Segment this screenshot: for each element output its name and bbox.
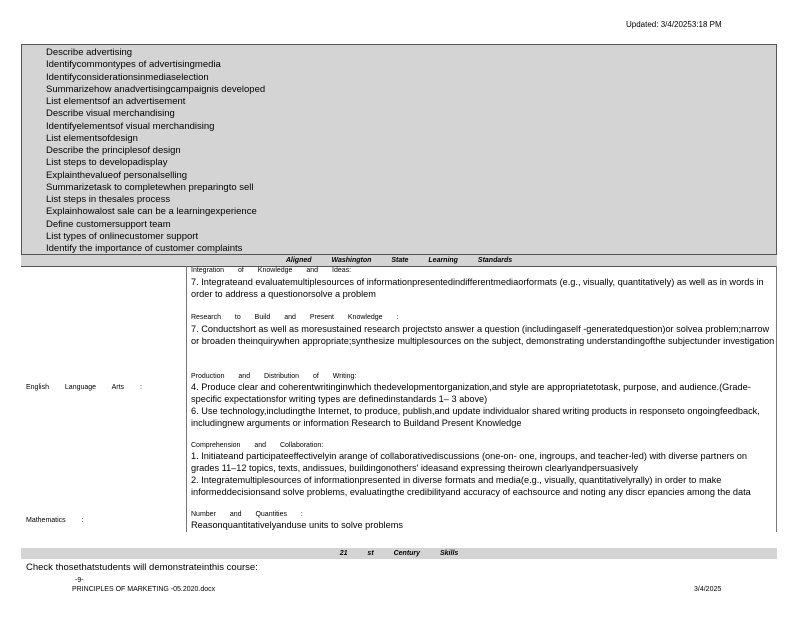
objective-item — [28, 170, 265, 182]
objective-text: Explainhowalost sale can be a learningexperience — [46, 206, 257, 218]
footer-page-number: -9- — [75, 577, 84, 584]
objective-text: List types of onlinecustomer support — [46, 230, 199, 242]
bullet-icon — [28, 170, 46, 182]
bullet-icon — [28, 59, 46, 71]
objective-item — [28, 231, 265, 243]
production-heading: Production and Distribution of Writing: — [191, 373, 357, 380]
comprehension-text-1: 1. Initiateand participateeffectivelyin arange of collaborativediscussions (one-on- one, ingroups, and teacher-led) with diverse partners on grades 11–12 topics, texts, andissues, buildingonothers' ideasand expressing theirown clearlyandpersuasively — [191, 451, 747, 473]
objective-item — [28, 206, 265, 218]
objective-item — [28, 59, 265, 71]
bullet-icon — [28, 133, 46, 145]
bullet-icon — [28, 84, 46, 96]
objectives-box — [21, 44, 777, 255]
objective-text: Summarizehow anadvertisingcampaignis developed — [46, 83, 266, 95]
objective-item — [28, 182, 265, 194]
objective-item — [28, 194, 265, 206]
objective-text: Identifyelementsof visual merchandising — [46, 120, 215, 132]
bullet-icon — [28, 96, 46, 108]
research-heading: Research to Build and Present Knowledge : — [191, 314, 399, 321]
subject-math-label: Mathematics : — [26, 517, 84, 524]
objective-text: Define customersupport team — [46, 218, 171, 230]
bullet-icon — [28, 243, 46, 255]
objective-text: Describe advertising — [46, 47, 133, 58]
objective-item — [28, 108, 265, 120]
comprehension-heading: Comprehension and Collaboration: — [191, 442, 324, 449]
objective-item — [28, 96, 265, 108]
objective-text: Identify the importance of customer complaints — [46, 243, 243, 254]
objective-text: List elementsof an advertisement — [46, 96, 186, 107]
objective-item — [28, 157, 265, 169]
footer-date: 3/4/2025 — [694, 586, 722, 593]
objective-text: Explainthevalueof personalselling — [46, 169, 188, 181]
objective-text: List steps in thesales process — [46, 194, 171, 205]
production-text-4: 4. Produce clear and coherentwritinginwhich thedevelopmentorganization,and style are appropriatetotask, purpose, and audience.(Grade-specific expectationsfor writing types are definedinstandards 1– 3 above) — [191, 382, 751, 404]
bullet-icon — [28, 108, 46, 120]
bullet-icon — [28, 194, 46, 206]
standards-column — [186, 266, 777, 532]
bullet-icon — [28, 206, 46, 218]
bullet-icon — [28, 219, 46, 231]
objective-item — [28, 72, 265, 84]
updated-timestamp: Updated: 3/4/20253:18 PM — [626, 20, 722, 29]
objective-item — [28, 133, 265, 145]
objective-text: Describe the principlesof design — [46, 145, 181, 156]
subjects-column — [21, 266, 186, 532]
objective-text: List elementsofdesign — [46, 132, 138, 144]
bullet-icon — [28, 182, 46, 194]
objective-item — [28, 219, 265, 231]
footer-filename: PRINCIPLES OF MARKETING -05.2020.docx — [72, 586, 216, 593]
math-text: Reasonquantitativelyanduse units to solve problems — [191, 520, 403, 530]
check-instruction: Check thosethatstudents will demonstrateinthis course: — [26, 562, 258, 573]
integration-text: 7. Integrateand evaluatemultiplesources of informationpresentedindifferentmediaorformats (e.g., visually, quantitatively) as well as in words in order to address a questionorsolve a problem — [191, 277, 764, 299]
bullet-icon — [28, 157, 46, 169]
research-text: 7. Conductshort as well as moresustained research projectsto answer a question (includingaself -generatedquestion)or solvea problem;narrow or broaden theinquirywhen appropriate;synthesize multiplesources on the subject, demonstrating understandingofthe subjectunder investigation — [191, 324, 775, 346]
objective-text: Identifyconsiderationsinmediaselection — [46, 71, 209, 83]
objective-item — [28, 84, 265, 96]
production-text-6: 6. Use technology,includingthe Internet, to produce, publish,and update individualor shared writing products in responseto ongoingfeedback, includingnew arguments or information Research to Buildand Present Knowledge — [191, 406, 760, 428]
integration-heading: Integration of Knowledge and Ideas: — [191, 267, 352, 274]
subject-ela-label: English Language Arts : — [26, 384, 142, 391]
objective-item — [28, 243, 265, 255]
aligned-standards-bar: Aligned Washington State Learning Standards — [21, 255, 777, 267]
bullet-icon — [28, 231, 46, 243]
objective-text: Describe visual merchandising — [46, 108, 175, 120]
objective-item — [28, 121, 265, 133]
objective-text: Identifycommontypes of advertisingmedia — [46, 59, 221, 71]
bullet-icon — [28, 121, 46, 133]
bullet-icon — [28, 72, 46, 84]
objective-item — [28, 47, 265, 59]
bullet-icon — [28, 145, 46, 157]
century-skills-bar: 21 st Century Skills — [21, 548, 777, 559]
objectives-list — [28, 47, 265, 255]
objective-text: Summarizetask to completewhen preparingto sell — [46, 181, 254, 193]
bullet-icon — [28, 47, 46, 59]
math-heading: Number and Quantities : — [191, 511, 303, 518]
comprehension-text-2: 2. Integratemultiplesources of informationpresented in diverse formats and media(e.g., visually, quantitativelyrally) in order to make informeddecisionsand solve problems, evaluatingthe credibilityand accuracy of eachsource and noting any discr epancies among the data — [191, 475, 751, 497]
objective-text: List steps to developadisplay — [46, 157, 168, 169]
objective-item — [28, 145, 265, 157]
